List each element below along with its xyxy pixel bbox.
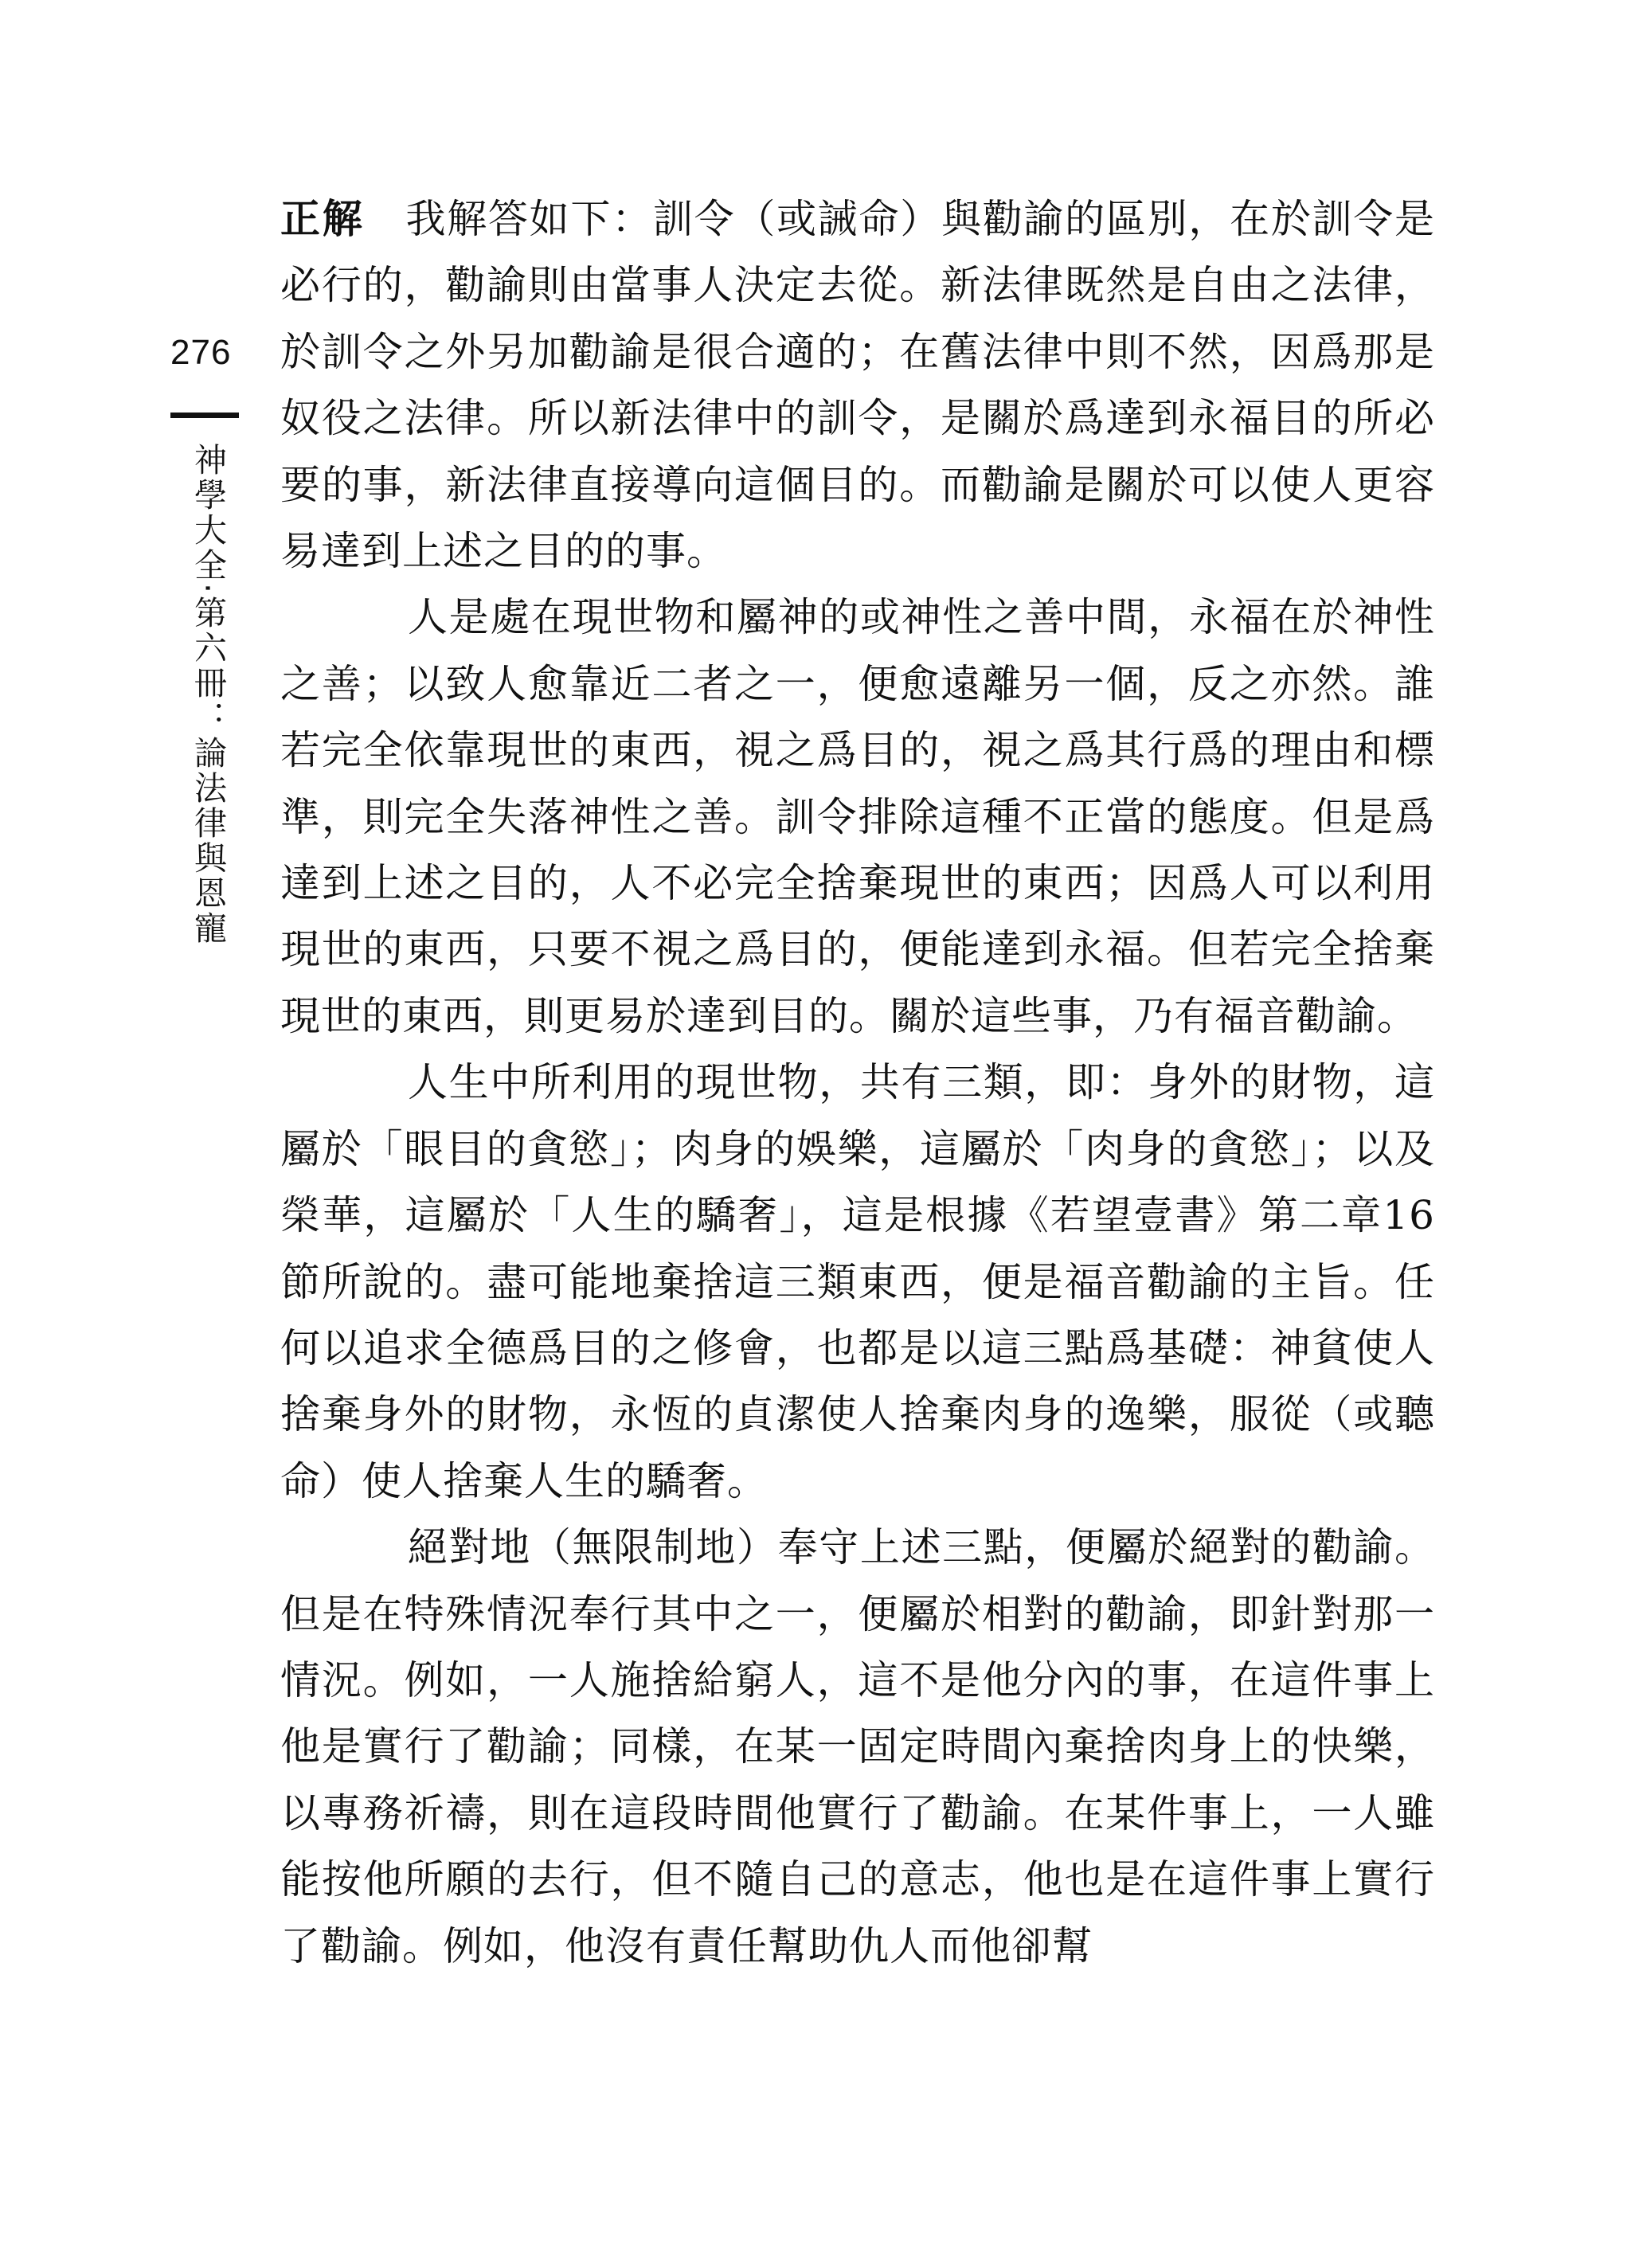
page-number-rule	[170, 413, 239, 418]
paragraph-text: 人生中所利用的現世物，共有三類，即：身外的財物，這屬於「眼目的貪慾」；肉身的娛樂，這屬於「肉身的貪慾」；以及榮華，這屬於「人生的驕奢」，這是根據《若望壹書》第二章16節所說的。盡可能地棄捨這三類東西，便是福音勸諭的主旨。任何以追求全德爲目的之修會，也都是以這三點爲基礎：神貧使人捨棄身外的財物，永恆的貞潔使人捨棄肉身的逸樂，服從（或聽命）使人捨棄人生的驕奢。	[280, 1059, 1435, 1504]
paragraph	[280, 1050, 1435, 1515]
page-number: 276	[170, 333, 232, 372]
paragraph-reply	[280, 186, 1435, 585]
body-text	[280, 186, 1435, 1980]
paragraph	[280, 1515, 1435, 1980]
paragraph-text: 我解答如下：訓令（或誡命）與勸諭的區別，在於訓令是必行的，勸諭則由當事人決定去從。新法律既然是自由之法律，於訓令之外另加勸諭是很合適的；在舊法律中則不然，因爲那是奴役之法律。所以新法律中的訓令，是關於爲達到永福目的所必要的事，新法律直接導向這個目的。而勸諭是關於可以使人更容易達到上述之目的的事。	[280, 196, 1436, 575]
reply-lead-term: 正解	[280, 196, 365, 242]
paragraph-text: 絕對地（無限制地）奉守上述三點，便屬於絕對的勸諭。但是在特殊情況奉行其中之一，便屬於相對的勸諭，即針對那一情況。例如，一人施捨給窮人，這不是他分內的事，在這件事上他是實行了勸諭；同樣，在某一固定時間內棄捨肉身上的快樂，以專務祈禱，則在這段時間他實行了勸諭。在某件事上，一人雖能按他所願的去行，但不隨自己的意志，他也是在這件事上實行了勸諭。例如，他沒有責任幫助仇人而他卻幫	[280, 1524, 1435, 1969]
running-head: 神學大全·第六冊：論法律與恩寵	[189, 443, 227, 947]
paragraph-text: 人是處在現世物和屬神的或神性之善中間，永福在於神性之善；以致人愈靠近二者之一，便愈遠離另一個，反之亦然。誰若完全依靠現世的東西，視之爲目的，視之爲其行爲的理由和標準，則完全失落神性之善。訓令排除這種不正當的態度。但是爲達到上述之目的，人不必完全捨棄現世的東西；因爲人可以利用現世的東西，只要不視之爲目的，便能達到永福。但若完全捨棄現世的東西，則更易於達到目的。關於這些事，乃有福音勸諭。	[280, 594, 1435, 1039]
paragraph	[280, 585, 1435, 1050]
